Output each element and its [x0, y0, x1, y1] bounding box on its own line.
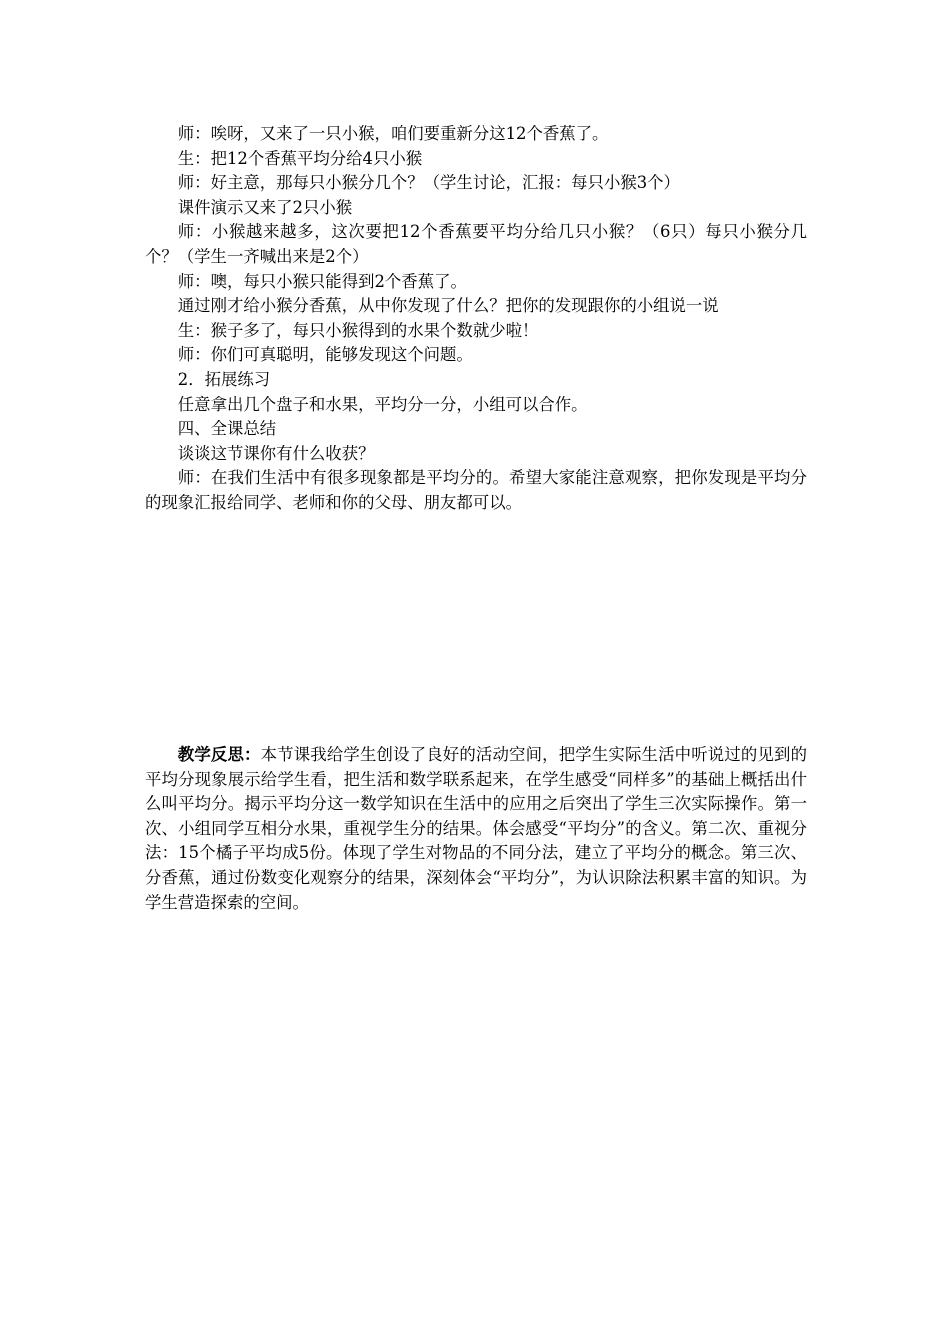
section-heading-extension-practice: 2．拓展练习: [177, 369, 271, 389]
section-heading-summary: 四、全课总结: [177, 419, 277, 439]
lesson-paragraph: 师：好主意，那每只小猴分几个？（学生讨论，汇报：每只小猴3个）: [177, 173, 680, 193]
teaching-reflection-section: [145, 743, 807, 915]
reflection-paragraph: [145, 743, 807, 915]
lesson-paragraph: 师：你们可真聪明，能够发现这个问题。: [177, 345, 473, 365]
lesson-paragraph: 通过刚才给小猴分香蕉，从中你发现了什么？把你的发现跟你的小组说一说: [177, 296, 719, 316]
lesson-paragraph: 师：唉呀，又来了一只小猴，咱们要重新分这12个香蕉了。: [177, 124, 609, 143]
reflection-text: 本节课我给学生创设了良好的活动空间，把学生实际生活中听说过的见到的平均分现象展示给学生看，把生活和数学联系起来，在学生感受“同样多”的基础上概括出什么叫平均分。揭示平均分这一数学知识在生活中的应用之后突出了学生三次实际操作。第一次、小组同学互相分水果，重视学生分的结果。体会感受“平均分”的含义。第二次、重视分法：15个橘子平均成5份。体现了学生对物品的不同分法，建立了平均分的概念。第三次、分香蕉，通过份数变化观察分的结果，深刻体会“平均分”，为认识除法积累丰富的知识。为学生营造探索的空间。: [145, 745, 807, 912]
lesson-paragraph: 师：在我们生活中有很多现象都是平均分的。希望大家能注意观察，把你发现是平均分的现象汇报给同学、老师和你的父母、朋友都可以。: [145, 468, 807, 512]
lesson-paragraph: 生：猴子多了，每只小猴得到的水果个数就少啦！: [177, 320, 539, 340]
lesson-paragraph: 课件演示又来了2只小猴: [177, 197, 353, 217]
reflection-label: 教学反思：: [177, 745, 261, 764]
lesson-paragraph: 谈谈这节课你有什么收获？: [177, 443, 375, 463]
lesson-paragraph: 生：把12个香蕉平均分给4只小猴: [177, 148, 423, 168]
lesson-paragraph: 师：小猴越来越多，这次要把12个香蕉要平均分给几只小猴？（6只）每只小猴分几个？（学生一齐喊出来是2个）: [145, 222, 807, 266]
lesson-paragraph: 任意拿出几个盘子和水果，平均分一分，小组可以合作。: [177, 394, 588, 414]
lesson-paragraph: 师：噢，每只小猴只能得到2个香蕉了。: [177, 271, 467, 291]
lesson-dialogue-section: [145, 122, 807, 516]
